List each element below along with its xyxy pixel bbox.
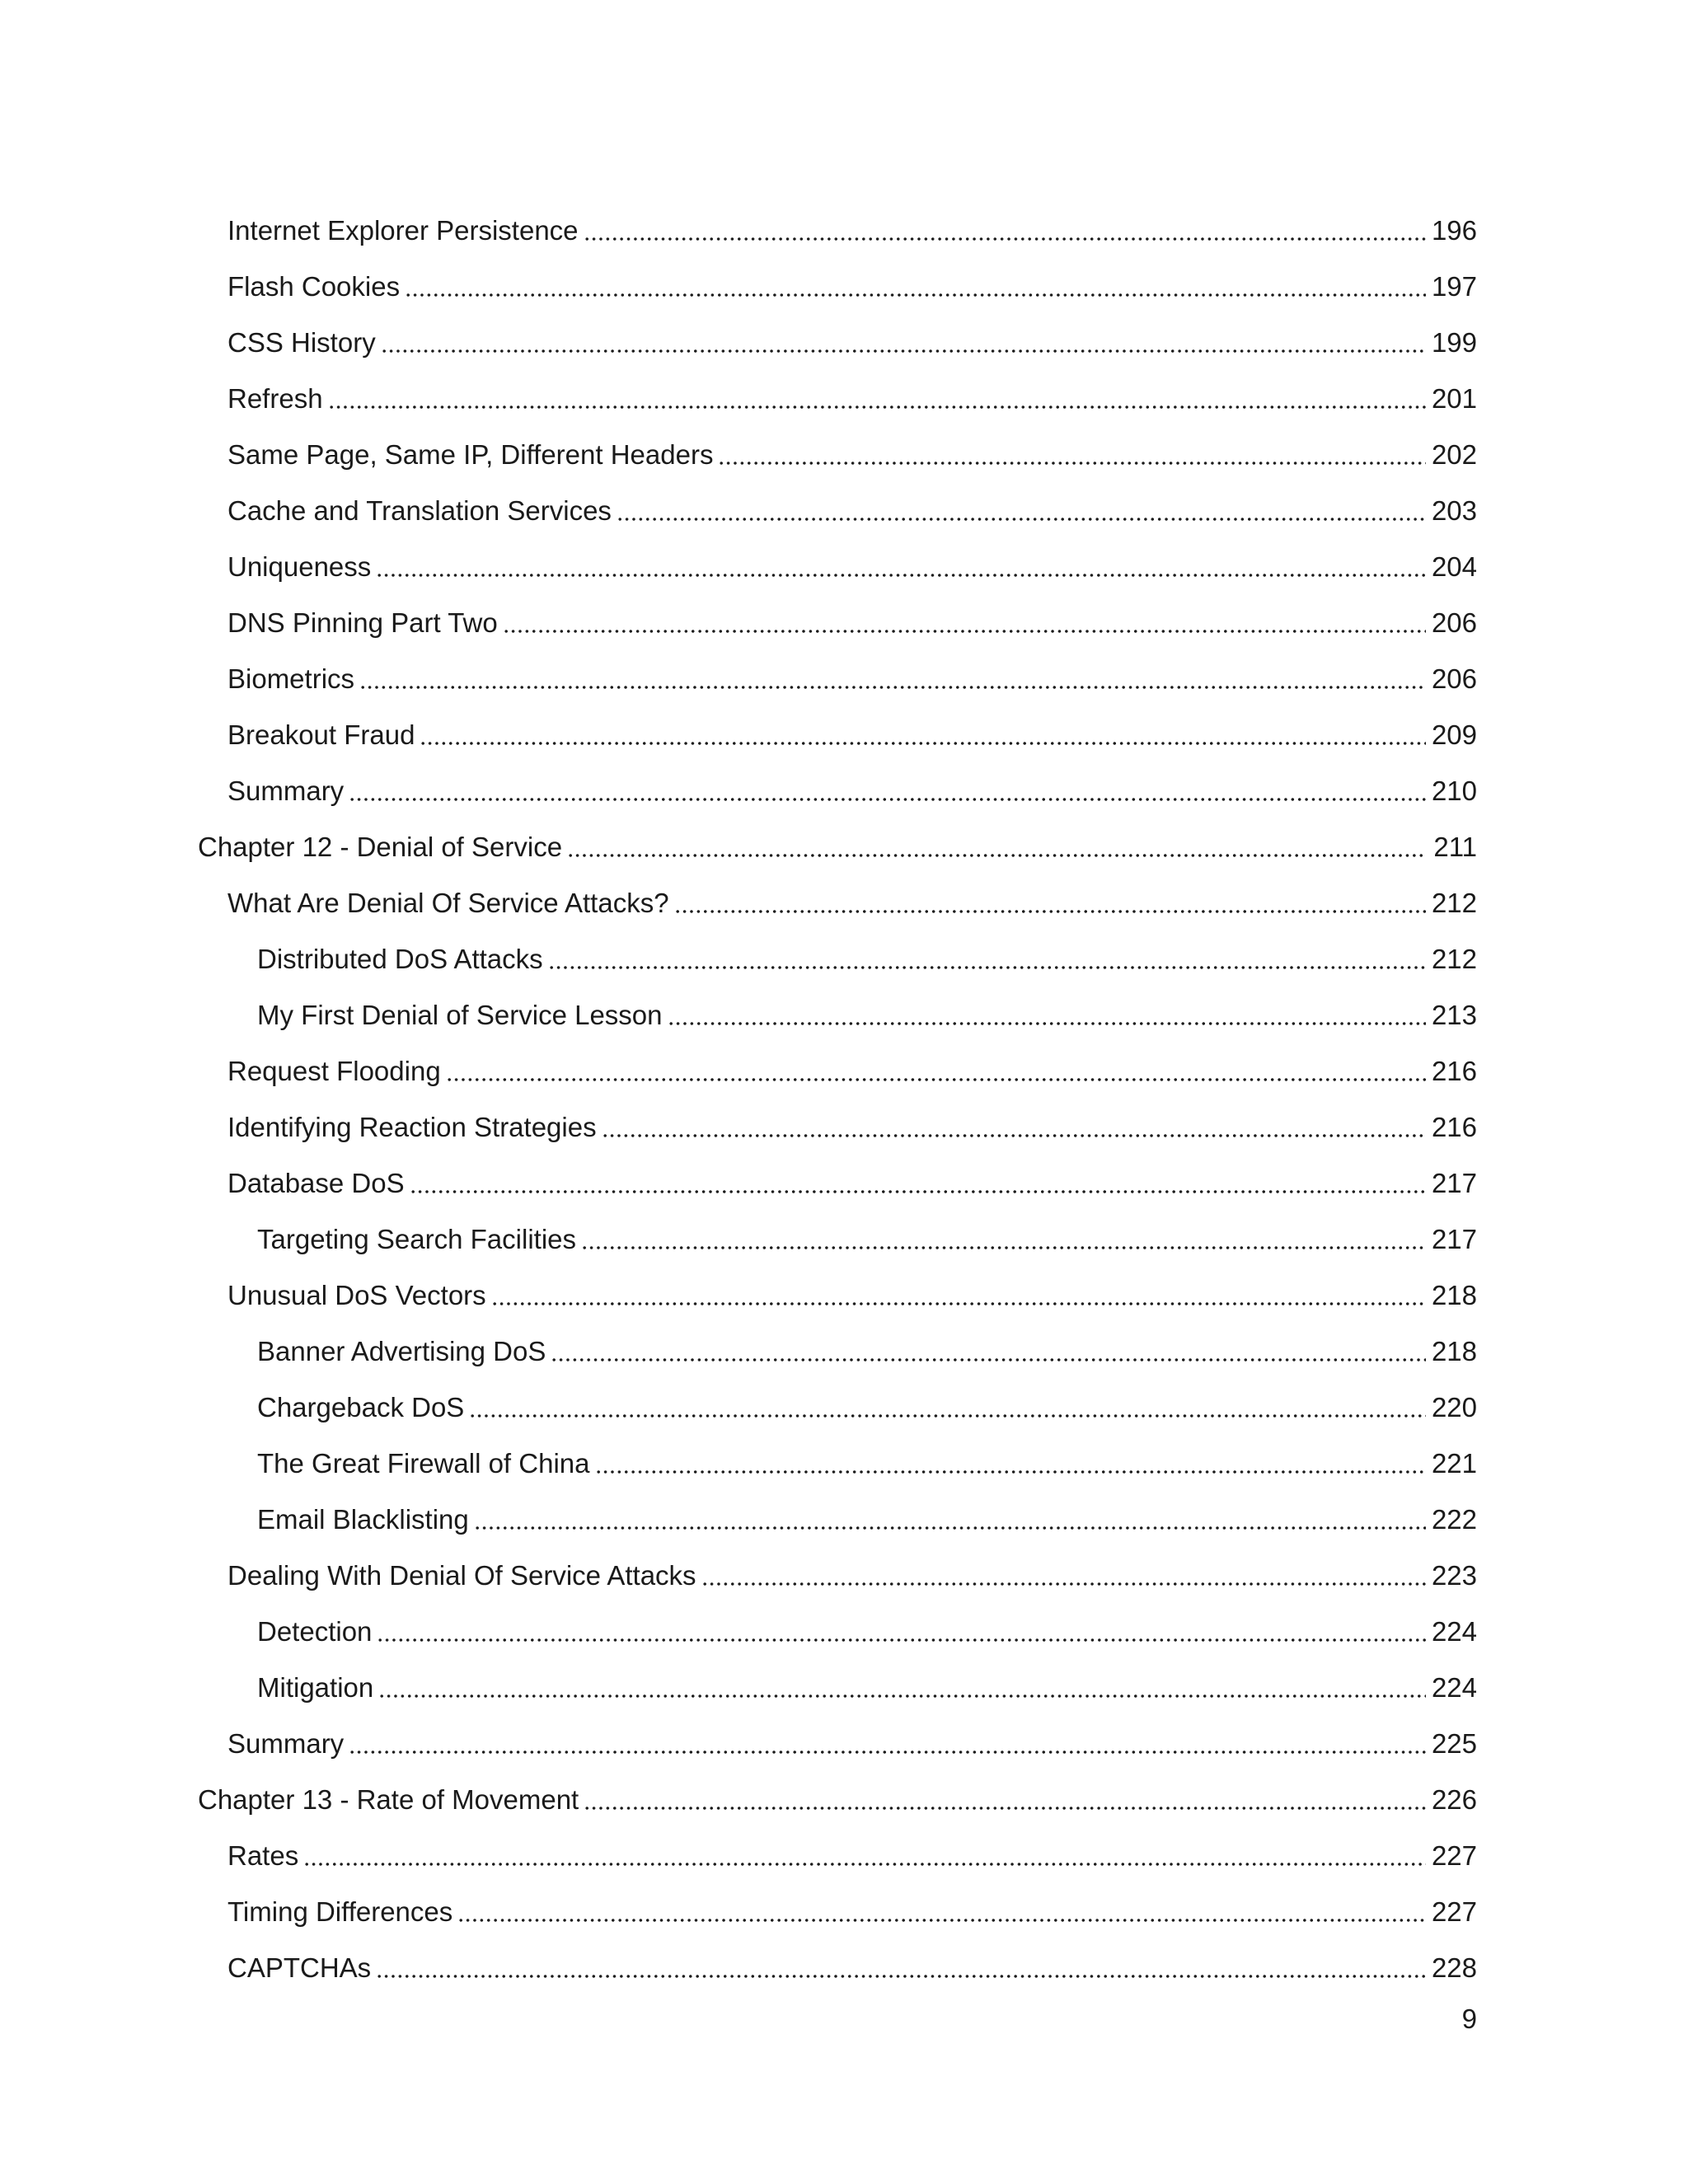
toc-entry[interactable] <box>198 359 1477 415</box>
toc-entry-title: Breakout Fraud <box>227 719 415 750</box>
toc-entry-title: Rates <box>227 1840 299 1871</box>
dot-leader <box>410 1189 1426 1194</box>
toc-entry[interactable] <box>198 640 1477 696</box>
toc-subentry[interactable] <box>198 1480 1477 1536</box>
toc-entry[interactable] <box>198 1032 1477 1088</box>
table-of-contents <box>198 191 1477 1985</box>
toc-entry[interactable] <box>198 1144 1477 1200</box>
toc-entry[interactable] <box>198 583 1477 640</box>
dot-leader <box>303 1862 1426 1867</box>
toc-entry-page: 196 <box>1431 215 1477 246</box>
toc-entry-page: 206 <box>1431 607 1477 638</box>
toc-entry-page: 227 <box>1431 1896 1477 1927</box>
toc-entry-page: 202 <box>1431 439 1477 470</box>
toc-entry-page: 218 <box>1431 1336 1477 1366</box>
toc-entry-page: 222 <box>1431 1504 1477 1535</box>
toc-entry-page: 226 <box>1431 1784 1477 1815</box>
dot-leader <box>349 797 1426 802</box>
toc-entry-title: Identifying Reaction Strategies <box>227 1112 597 1142</box>
dot-leader <box>405 293 1426 298</box>
page-number: 9 <box>1461 2004 1477 2034</box>
dot-leader <box>503 629 1426 634</box>
toc-entry-page: 212 <box>1431 944 1477 974</box>
toc-entry-title: Chapter 13 - Rate of Movement <box>198 1784 579 1815</box>
dot-leader <box>376 1974 1426 1979</box>
dot-leader <box>595 1469 1427 1474</box>
dot-leader <box>457 1918 1426 1923</box>
toc-entry[interactable] <box>198 303 1477 359</box>
toc-entry-title: CAPTCHAs <box>227 1952 372 1983</box>
toc-entry-title: Chapter 12 - Denial of Service <box>198 832 563 862</box>
toc-entry-title: Same Page, Same IP, Different Headers <box>227 439 714 470</box>
toc-entry-page: 225 <box>1431 1728 1477 1759</box>
toc-entry[interactable] <box>198 864 1477 920</box>
toc-subentry[interactable] <box>198 1424 1477 1480</box>
dot-leader <box>420 741 1426 746</box>
dot-leader <box>668 1021 1426 1026</box>
dot-leader <box>674 909 1426 914</box>
toc-entry-page: 223 <box>1431 1560 1477 1591</box>
dot-leader <box>581 1245 1426 1250</box>
toc-entry-page: 216 <box>1431 1112 1477 1142</box>
toc-entry-page: 216 <box>1431 1056 1477 1086</box>
toc-entry-page: 204 <box>1431 551 1477 582</box>
toc-entry-title: Email Blacklisting <box>257 1504 469 1535</box>
toc-entry-page: 210 <box>1431 776 1477 806</box>
dot-leader <box>551 1357 1426 1362</box>
toc-subentry[interactable] <box>198 1368 1477 1424</box>
dot-leader <box>377 1638 1426 1643</box>
toc-entry-title: Targeting Search Facilities <box>257 1224 577 1254</box>
toc-entry-title: Flash Cookies <box>227 271 401 302</box>
dot-leader <box>602 1133 1426 1138</box>
toc-subentry[interactable] <box>198 920 1477 976</box>
toc-subentry[interactable] <box>198 976 1477 1032</box>
dot-leader <box>469 1413 1426 1418</box>
dot-leader <box>378 1694 1426 1699</box>
toc-entry[interactable] <box>198 696 1477 752</box>
toc-entry[interactable] <box>198 1256 1477 1312</box>
toc-entry-title: Timing Differences <box>227 1896 453 1927</box>
toc-entry[interactable] <box>198 1088 1477 1144</box>
toc-entry-page: 212 <box>1431 888 1477 918</box>
toc-entry-title: My First Denial of Service Lesson <box>257 1000 663 1030</box>
toc-entry-page: 217 <box>1431 1224 1477 1254</box>
toc-entry-title: Banner Advertising DoS <box>257 1336 546 1366</box>
dot-leader <box>701 1582 1426 1586</box>
toc-entry-title: Cache and Translation Services <box>227 495 612 526</box>
dot-leader <box>491 1301 1426 1306</box>
toc-entry-title: CSS History <box>227 327 376 358</box>
dot-leader <box>328 405 1426 410</box>
toc-entry[interactable] <box>198 1536 1477 1592</box>
toc-entry-title: Internet Explorer Persistence <box>227 215 579 246</box>
toc-entry-title: The Great Firewall of China <box>257 1448 590 1479</box>
dot-leader <box>474 1526 1426 1530</box>
toc-entry[interactable] <box>198 247 1477 303</box>
dot-leader <box>446 1077 1426 1082</box>
toc-entry[interactable] <box>198 752 1477 808</box>
toc-entry-title: Distributed DoS Attacks <box>257 944 543 974</box>
toc-entry-title: Summary <box>227 1728 345 1759</box>
toc-entry-page: 224 <box>1431 1672 1477 1703</box>
toc-entry[interactable] <box>198 415 1477 471</box>
toc-entry-page: 206 <box>1431 663 1477 694</box>
dot-leader <box>349 1750 1426 1755</box>
toc-entry-page: 217 <box>1431 1168 1477 1198</box>
dot-leader <box>548 965 1426 970</box>
toc-entry[interactable] <box>198 191 1477 247</box>
toc-entry-title: Mitigation <box>257 1672 374 1703</box>
toc-entry-page: 211 <box>1433 832 1477 862</box>
toc-entry[interactable] <box>198 1929 1477 1985</box>
toc-entry-title: Refresh <box>227 383 323 414</box>
toc-entry-title: Dealing With Denial Of Service Attacks <box>227 1560 696 1591</box>
toc-entry-page: 213 <box>1431 1000 1477 1030</box>
toc-entry-page: 218 <box>1431 1280 1477 1310</box>
toc-entry-title: Chargeback DoS <box>257 1392 465 1422</box>
dot-leader <box>584 1806 1426 1811</box>
toc-entry-page: 201 <box>1431 383 1477 414</box>
toc-chapter-entry[interactable] <box>198 1760 1477 1816</box>
toc-entry[interactable] <box>198 1704 1477 1760</box>
toc-entry-page: 228 <box>1431 1952 1477 1983</box>
toc-chapter-entry[interactable] <box>198 808 1477 864</box>
toc-subentry[interactable] <box>198 1592 1477 1648</box>
toc-entry-page: 224 <box>1431 1616 1477 1647</box>
toc-entry-title: Summary <box>227 776 345 806</box>
toc-entry-page: 209 <box>1431 719 1477 750</box>
toc-entry-title: Unusual DoS Vectors <box>227 1280 486 1310</box>
toc-subentry[interactable] <box>198 1312 1477 1368</box>
toc-entry-title: Database DoS <box>227 1168 405 1198</box>
toc-entry-title: Biometrics <box>227 663 355 694</box>
toc-entry-title: Uniqueness <box>227 551 372 582</box>
dot-leader <box>567 853 1426 858</box>
toc-entry-title: Detection <box>257 1616 373 1647</box>
dot-leader <box>359 685 1426 690</box>
toc-entry[interactable] <box>198 1816 1477 1872</box>
dot-leader <box>584 237 1426 241</box>
toc-entry-page: 220 <box>1431 1392 1477 1422</box>
toc-entry-page: 197 <box>1431 271 1477 302</box>
toc-entry[interactable] <box>198 1872 1477 1929</box>
toc-entry-page: 199 <box>1431 327 1477 358</box>
toc-entry[interactable] <box>198 471 1477 527</box>
toc-subentry[interactable] <box>198 1200 1477 1256</box>
toc-subentry[interactable] <box>198 1648 1477 1704</box>
dot-leader <box>617 517 1426 522</box>
toc-entry-title: DNS Pinning Part Two <box>227 607 498 638</box>
toc-entry-page: 221 <box>1431 1448 1477 1479</box>
toc-entry-title: What Are Denial Of Service Attacks? <box>227 888 669 918</box>
dot-leader <box>376 573 1426 578</box>
toc-entry-title: Request Flooding <box>227 1056 441 1086</box>
dot-leader <box>381 349 1426 354</box>
toc-entry-page: 227 <box>1431 1840 1477 1871</box>
toc-entry[interactable] <box>198 527 1477 583</box>
dot-leader <box>718 461 1426 466</box>
toc-entry-page: 203 <box>1431 495 1477 526</box>
